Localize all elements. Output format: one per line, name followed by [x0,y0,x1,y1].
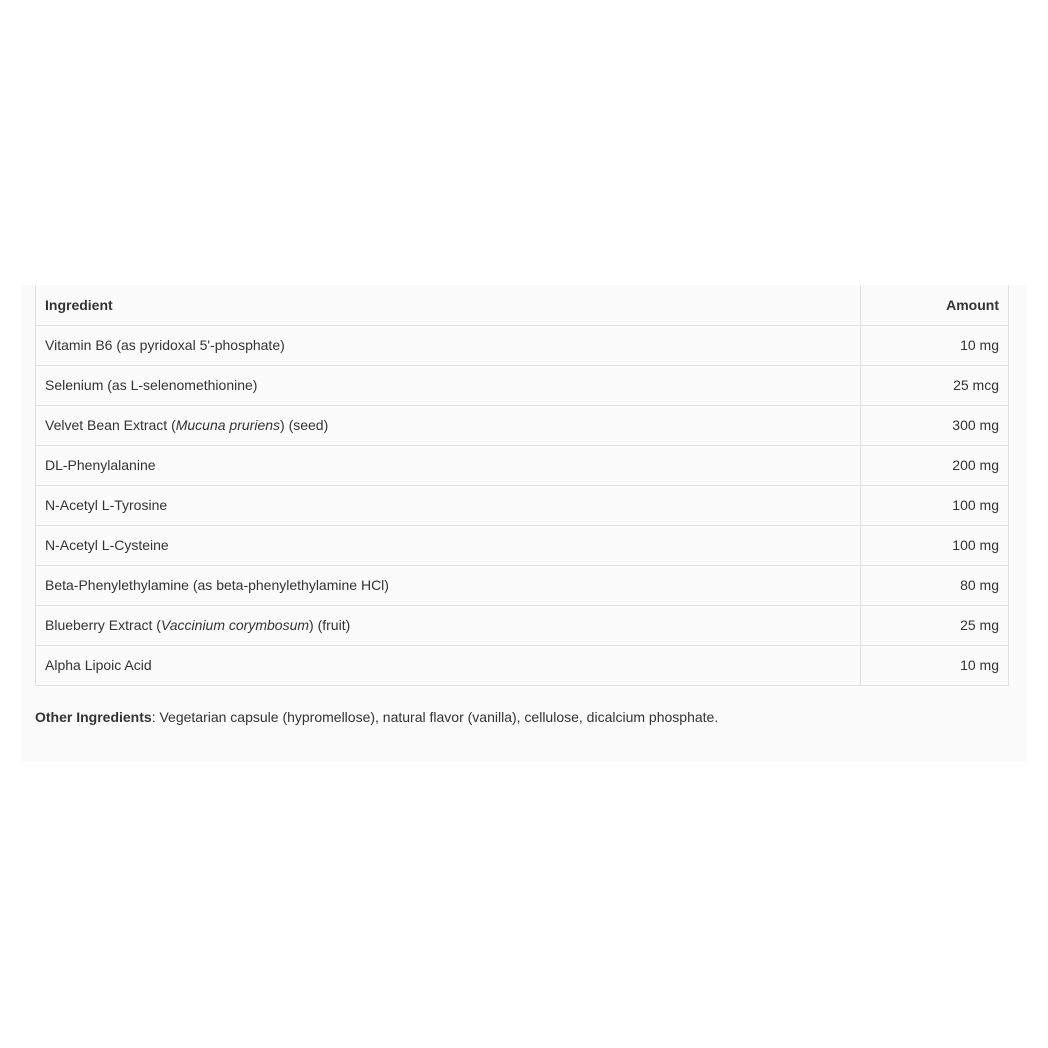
ingredient-name: Vitamin B6 (as pyridoxal 5'-phosphate) [36,325,861,365]
table-row [36,445,1009,485]
ingredient-botanical-name: Mucuna pruriens [175,417,281,433]
ingredient-amount: 300 mg [861,405,1009,445]
ingredient-amount: 200 mg [861,445,1009,485]
ingredient-amount: 100 mg [861,485,1009,525]
ingredient-amount: 10 mg [861,325,1009,365]
ingredient-amount: 100 mg [861,525,1009,565]
ingredient-name: N-Acetyl L-Cysteine [36,525,861,565]
supplement-facts-panel [22,285,1026,762]
header-amount: Amount [861,285,1009,325]
table-row [36,525,1009,565]
ingredient-name-post: ) (fruit) [309,617,351,633]
table-row [36,645,1009,685]
ingredient-amount: 10 mg [861,645,1009,685]
ingredient-name: Selenium (as L-selenomethionine) [36,365,861,405]
other-ingredients [35,709,718,725]
header-ingredient: Ingredient [36,285,861,325]
table-row [36,365,1009,405]
table-row [36,605,1009,645]
ingredient-name-post: ) (seed) [280,417,329,433]
ingredient-name [36,605,861,645]
ingredients-table [35,285,1009,686]
ingredient-amount: 25 mg [861,605,1009,645]
ingredient-name-pre: Blueberry Extract ( [45,617,161,633]
other-ingredients-label: Other Ingredients [35,709,152,725]
ingredient-name: N-Acetyl L-Tyrosine [36,485,861,525]
ingredient-name: DL-Phenylalanine [36,445,861,485]
table-row [36,405,1009,445]
ingredient-name [36,405,861,445]
table-header-row [36,285,1009,325]
table-row [36,565,1009,605]
ingredient-name: Beta-Phenylethylamine (as beta-phenylethylamine HCl) [36,565,861,605]
table-row [36,485,1009,525]
ingredient-botanical-name: Vaccinium corymbosum [160,617,310,633]
other-ingredients-text: : Vegetarian capsule (hypromellose), natural flavor (vanilla), cellulose, dicalcium phosphate. [151,709,719,725]
ingredient-amount: 80 mg [861,565,1009,605]
ingredient-name: Alpha Lipoic Acid [36,645,861,685]
ingredient-amount: 25 mcg [861,365,1009,405]
table-row [36,325,1009,365]
ingredient-name-pre: Velvet Bean Extract ( [45,417,176,433]
